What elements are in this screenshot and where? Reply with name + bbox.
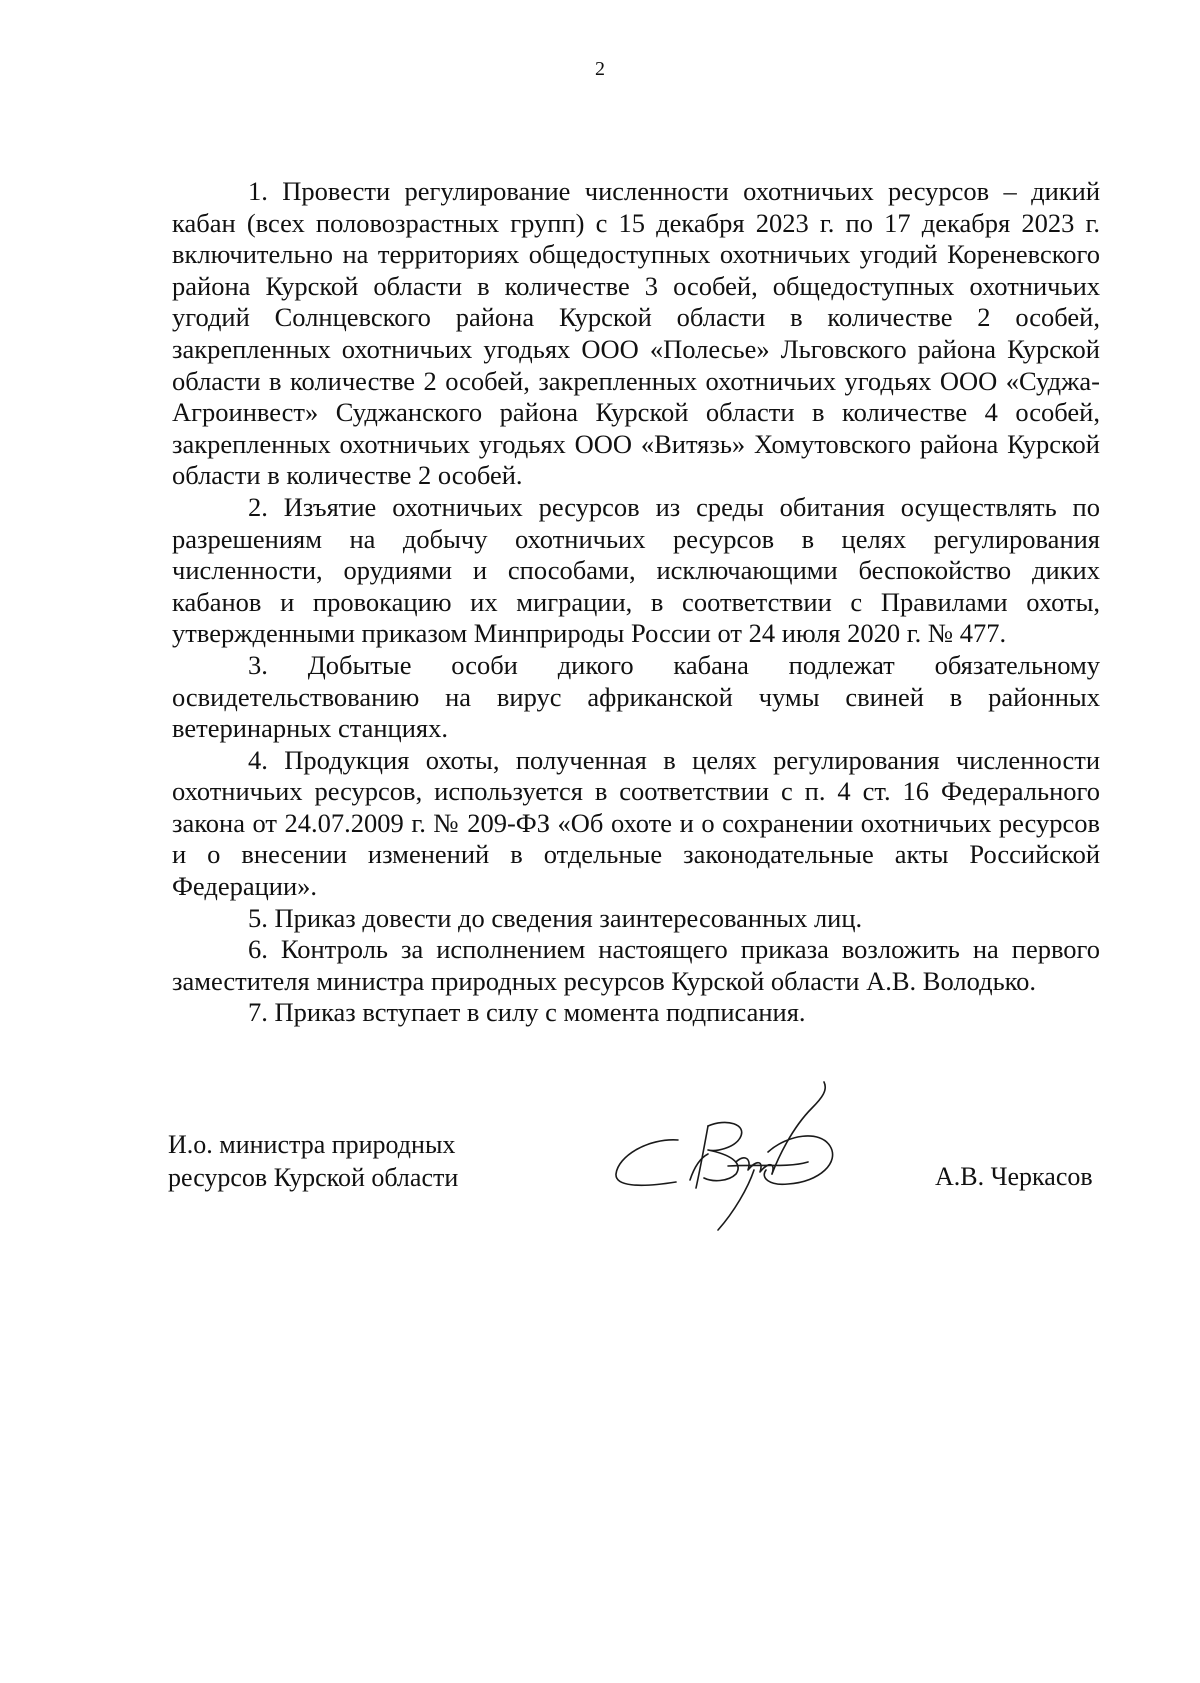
paragraph-5: 5. Приказ довести до сведения заинтересованных лиц.: [248, 902, 863, 933]
handwritten-signature: [608, 1078, 868, 1238]
order-body: [172, 176, 1100, 1029]
paragraph-1: 1. Провести регулирование численности охотничьих ресурсов – дикий кабан (всех половозрастных групп) с 15 декабря 2023 г. по 17 декабря 2023 г. включительно на территориях общедоступных охотничьих угодий Кореневского района Курской области в количестве 3 особей, общедоступных охотничьих угодий Солнцевского района Курской области в количестве 2 особей, закрепленных охотничьих угодьях ООО «Полесье» Льговского района Курской области в количестве 2 особей, закрепленных охотничьих угодьях ООО «Суджа-Агроинвест» Суджанского района Курской области в количестве 4 особей, закрепленных охотничьих угодьях ООО «Витязь» Хомутовского района Курской области в количестве 2 особей.: [172, 176, 1100, 491]
page-number: 2: [595, 58, 605, 80]
signatory-name: А.В. Черкасов: [935, 1162, 1093, 1191]
signatory-title: [168, 1128, 458, 1194]
paragraph-7: 7. Приказ вступает в силу с момента подписания.: [248, 997, 806, 1028]
signatory-title-line-1: И.о. министра природных: [168, 1130, 456, 1159]
paragraph-2: 2. Изъятие охотничьих ресурсов из среды обитания осуществлять по разрешениям на добычу охотничьих ресурсов в целях регулирования численности, орудиями и способами, исключающими беспокойство диких кабанов и провокацию их миграции, в соответствии с Правилами охоты, утвержденными приказом Минприроды России от 24 июля 2020 г. № 477.: [172, 491, 1100, 649]
signatory-title-line-2: ресурсов Курской области: [168, 1163, 459, 1192]
paragraph-4: 4. Продукция охоты, полученная в целях регулирования численности охотничьих ресурсов, используется в соответствии с п. 4 ст. 16 Федерального закона от 24.07.2009 г. № 209-ФЗ «Об охоте и о сохранении охотничьих ресурсов и о внесении изменений в отдельные законодательные акты Российской Федерации».: [172, 744, 1100, 902]
paragraph-3: 3. Добытые особи дикого кабана подлежат обязательному освидетельствованию на вирус африканской чумы свиней в районных ветеринарных станциях.: [172, 649, 1100, 744]
paragraph-6: 6. Контроль за исполнением настоящего приказа возложить на первого заместителя министра природных ресурсов Курской области А.В. Володько.: [172, 934, 1100, 996]
